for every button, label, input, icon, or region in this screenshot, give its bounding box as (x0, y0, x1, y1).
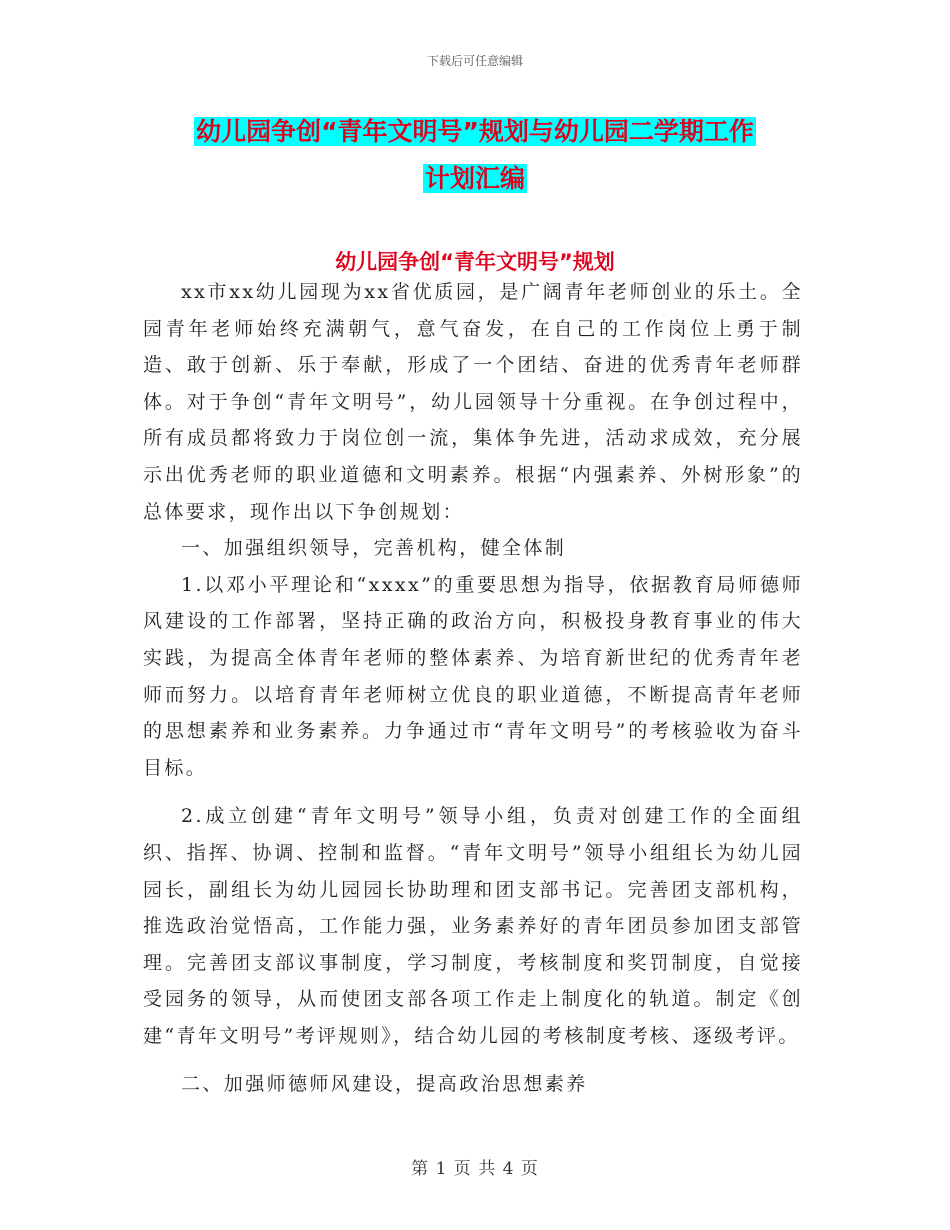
header-note: 下载后可任意编辑 (426, 54, 523, 68)
page-footer: 第 1 页 共 4 页 (411, 1159, 539, 1179)
document-title (0, 108, 950, 202)
paragraph-item-1: 1.以邓小平理论和“xxxx”的重要思想为指导，依据教育局师德师风建设的工作部署，坚持正确的政治方向，积极投身教育事业的伟大实践，为提高全体青年老师的整体素养、为培育新世纪的优秀青年老师而努力。以培育青年老师树立优良的职业道德，不断提高青年老师的思想素养和业务素养。力争通过市“青年文明号”的考核验收为奋斗目标。 (143, 573, 803, 779)
paragraph-item-2: 2.成立创建“青年文明号”领导小组，负责对创建工作的全面组织、指挥、协调、控制和监督。“青年文明号”领导小组组长为幼儿园园长，副组长为幼儿园园长协助理和团支部书记。完善团支部机构，推选政治觉悟高，工作能力强，业务素养好的青年团员参加团支部管理。完善团支部议事制度，学习制度，考核制度和奖罚制度，自觉接受园务的领导，从而使团支部各项工作走上制度化的轨道。制定《创建“青年文明号”考评规则》，结合幼儿园的考核制度考核、逐级考评。 (143, 805, 803, 1047)
paragraph-intro: xx市xx幼儿园现为xx省优质园，是广阔青年老师创业的乐土。全园青年老师始终充满朝气，意气奋发，在自己的工作岗位上勇于制造、敢于创新、乐于奉献，形成了一个团结、奋进的优秀青年老师群体。对于争创“青年文明号”，幼儿园领导十分重视。在争创过程中，所有成员都将致力于岗位创一流，集体争先进，活动求成效，充分展示出优秀老师的职业道德和文明素养。根据“内强素养、外树形象”的总体要求，现作出以下争创规划： (143, 281, 803, 523)
heading-section-1: 一、加强组织领导，完善机构，健全体制 (181, 537, 567, 560)
title-line-2: 计划汇编 (424, 164, 525, 193)
heading-section-2: 二、加强师德师风建设，提高政治思想素养 (181, 1073, 588, 1096)
document-body (143, 274, 803, 1103)
section-title: 幼儿园争创“青年文明号”规划 (335, 250, 615, 274)
title-line-1: 幼儿园争创“青年文明号”规划与幼儿园二学期工作 (196, 117, 754, 146)
